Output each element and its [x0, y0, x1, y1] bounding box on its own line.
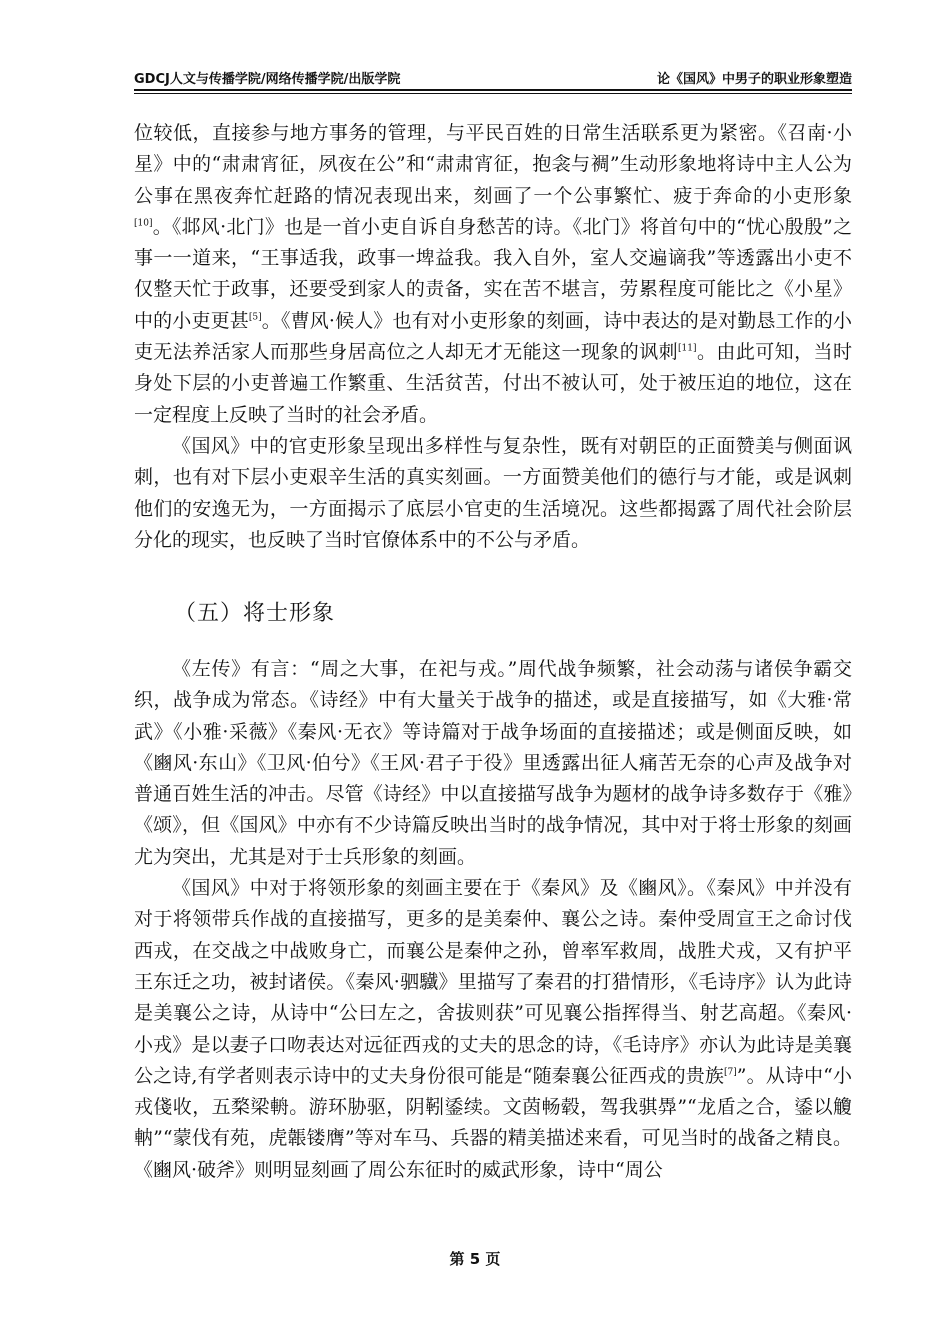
- body-text-bottom: [134, 654, 852, 1186]
- citation-ref: [7]: [724, 1067, 737, 1078]
- paragraph-text: ”。从诗中“小戎俴收，五楘梁輈。游环胁驱，阴靷鋈续。文茵畅毂，驾我骐馵”“龙盾之合，鋈以觼軜”“蒙伐有苑，虎韔镂膺”等对车马、兵器的精美描述来看，可见当时的战备之精良。《豳风·破斧》则明显刻画了周公东征时的威武形象，诗中“周公: [134, 1064, 852, 1181]
- citation-ref: [5]: [248, 312, 262, 323]
- page-number: 第 5 页: [449, 1250, 501, 1268]
- header-paper-title: 论《国风》中男子的职业形象塑造: [656, 72, 852, 87]
- paragraph-text: 。《邶风·北门》也是一首小吏自诉自身愁苦的诗。《北门》将首句中的“忧心殷殷”之事一一道来，“王事适我，政事一埤益我。我入自外，室人交遍谪我”等透露出小吏不仅整天忙于政事，还要受到家人的责备，实在苦不堪言，劳累程度可能比之《小星》中的小吏更甚: [134, 215, 852, 332]
- header-rule: [134, 89, 852, 91]
- paragraph: [134, 873, 852, 1186]
- citation-ref: [10]: [134, 218, 153, 229]
- paragraph: 《左传》有言：“周之大事，在祀与戎。”周代战争频繁，社会动荡与诸侯争霸交织，战争成为常态。《诗经》中有大量关于战争的描述，或是直接描写，如《大雅·常武》《小雅·采薇》《秦风·无衣》等诗篇对于战争场面的直接描述；或是侧面反映，如《豳风·东山》《卫风·伯兮》《王风·君子于役》里透露出征人痛苦无奈的心声及战争对普通百姓生活的冲击。尽管《诗经》中以直接描写战争为题材的战争诗多数存于《雅》《颂》，但《国风》中亦有不少诗篇反映出当时的战争情况，其中对于将士形象的刻画尤为突出，尤其是对于士兵形象的刻画。: [134, 658, 852, 868]
- paragraph: 《国风》中的官吏形象呈现出多样性与复杂性，既有对朝臣的正面赞美与侧面讽刺，也有对下层小吏艰辛生活的真实刻画。一方面赞美他们的德行与才能，或是讽刺他们的安逸无为，一方面揭示了底层小官吏的生活境况。这些都揭露了周代社会阶层分化的现实，也反映了当时官僚体系中的不公与矛盾。: [134, 434, 852, 551]
- paragraph-text: 。由此可知，当时身处下层的小吏普遍工作繁重、生活贫苦，付出不被认可，处于被压迫的地位，这在一定程度上反映了当时的社会矛盾。: [134, 341, 852, 426]
- paragraph-text: 。《曹风·候人》也有对小吏形象的刻画，诗中表达的是对勤恳工作的小吏无法养活家人而那些身居高位之人却无才无能这一现象的讽刺: [134, 309, 852, 364]
- section-heading: （五）将士形象: [174, 601, 336, 626]
- paragraph-text: 《国风》中对于将领形象的刻画主要在于《秦风》及《豳风》。《秦风》中并没有对于将领带兵作战的直接描写，更多的是美秦仲、襄公之诗。秦仲受周宣王之命讨伐西戎，在交战之中战败身亡，而襄公是秦仲之孙，曾率军救周，战胜犬戎，又有护平王东迁之功，被封诸侯。《秦风·驷驖》里描写了秦君的打猎情形，《毛诗序》认为此诗是美襄公之诗，从诗中“公曰左之，舍拔则获”可见襄公指挥得当、射艺高超。《秦风·小戎》是以妻子口吻表达对远征西戎的丈夫的思念的诗，《毛诗序》亦认为此诗是美襄公之诗,有学者则表示诗中的丈夫身份很可能是“随秦襄公征西戎的贵族: [134, 877, 852, 1087]
- citation-ref: [11]: [678, 343, 697, 354]
- body-text-top: [134, 118, 852, 556]
- header-rule-thin: [134, 93, 852, 94]
- page-header: [134, 62, 852, 88]
- header-institution: GDCJ人文与传播学院/网络传播学院/出版学院: [134, 72, 401, 87]
- paragraph: [134, 118, 852, 431]
- paragraph-text: 位较低，直接参与地方事务的管理，与平民百姓的日常生活联系更为紧密。《召南·小星》中的“肃肃宵征，夙夜在公”和“肃肃宵征，抱衾与裯”生动形象地将诗中主人公为公事在黑夜奔忙赶路的情况表现出来，刻画了一个公事繁忙、疲于奔命的小吏形象: [134, 122, 852, 207]
